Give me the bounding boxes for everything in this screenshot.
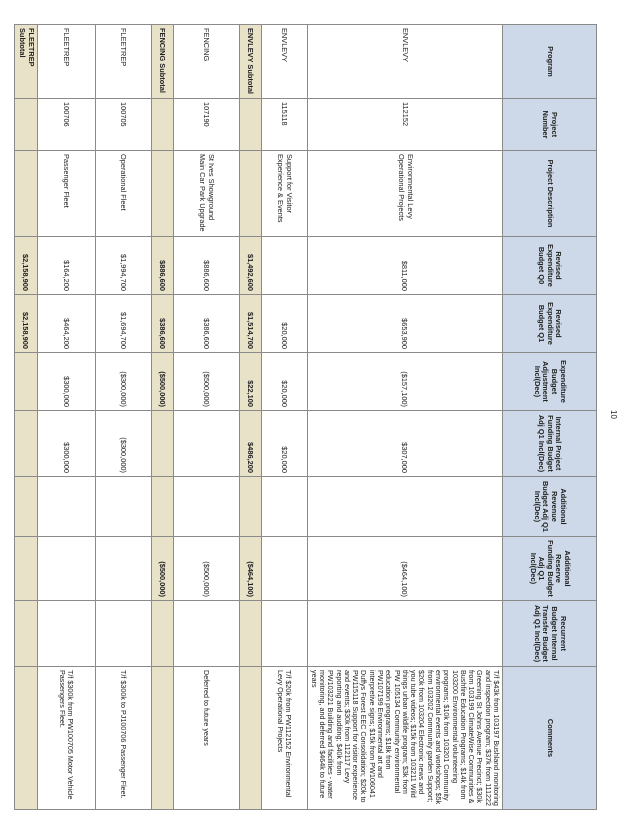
- cell-internal: $20,000: [261, 411, 307, 477]
- cell-reserve: ($464,100): [239, 537, 261, 601]
- cell-q1: $1,694,700: [95, 295, 151, 353]
- cell-description: [239, 151, 261, 237]
- cell-revenue: [14, 477, 37, 537]
- cell-revenue: [37, 477, 95, 537]
- cell-project-number: [14, 99, 37, 151]
- header-row: [503, 25, 597, 810]
- table-row: [173, 25, 239, 810]
- cell-revenue: [239, 477, 261, 537]
- cell-project-number: 107190: [173, 99, 239, 151]
- cell-comments: [239, 667, 261, 810]
- cell-adjustment: ($300,000): [95, 353, 151, 411]
- cell-q0: $1,994,700: [95, 237, 151, 295]
- cell-recurrent: [37, 601, 95, 667]
- cell-project-number: 115118: [261, 99, 307, 151]
- cell-recurrent: [151, 601, 173, 667]
- col-header-program: Program: [503, 25, 597, 99]
- cell-q0: $811,000: [307, 237, 502, 295]
- cell-description: Operational Fleet: [95, 151, 151, 237]
- cell-comments: T/f $300k to PJ100706 Passenger Fleet.: [95, 667, 151, 810]
- cell-description: St Ives Showground Main Car Park Upgrade: [173, 151, 239, 237]
- cell-description: Environmental Levy Operational Projects: [307, 151, 502, 237]
- col-header-project-description: Project Description: [503, 151, 597, 237]
- cell-recurrent: [239, 601, 261, 667]
- cell-reserve: [14, 537, 37, 601]
- cell-q0: $164,200: [37, 237, 95, 295]
- cell-internal: $307,000: [307, 411, 502, 477]
- cell-q1: $2,158,900: [14, 295, 37, 353]
- cell-internal: $300,000: [37, 411, 95, 477]
- subtotal-row: [239, 25, 261, 810]
- cell-program: FENCING: [173, 25, 239, 99]
- col-header-revised-q0: Revised Expenditure Budget Q0: [503, 237, 597, 295]
- cell-internal: $486,200: [239, 411, 261, 477]
- cell-q1: $464,200: [37, 295, 95, 353]
- cell-program: ENVLEVY: [307, 25, 502, 99]
- cell-reserve: [37, 537, 95, 601]
- col-header-expenditure-adjustment: Expenditure Budget Adjustment Incl(Dec): [503, 353, 597, 411]
- cell-program: FLEETREP: [37, 25, 95, 99]
- budget-table-container: [17, 24, 597, 809]
- cell-description: Support for Visitor Experience & Events: [261, 151, 307, 237]
- cell-recurrent: [261, 601, 307, 667]
- cell-reserve: ($500,000): [173, 537, 239, 601]
- cell-internal: [151, 411, 173, 477]
- col-header-additional-revenue: Additional Revenue Budget Adj Q1 Incl(Dec): [503, 477, 597, 537]
- col-header-comments: Comments: [503, 667, 597, 810]
- cell-project-number: 100706: [37, 99, 95, 151]
- cell-recurrent: [173, 601, 239, 667]
- cell-internal: ($300,000): [95, 411, 151, 477]
- table-row: [261, 25, 307, 810]
- page-number: 10: [608, 410, 618, 419]
- cell-adjustment: $20,000: [261, 353, 307, 411]
- cell-adjustment: [14, 353, 37, 411]
- cell-program: FENCING Subtotal: [151, 25, 173, 99]
- cell-revenue: [173, 477, 239, 537]
- cell-description: [14, 151, 37, 237]
- cell-q0: $886,600: [151, 237, 173, 295]
- budget-adjustment-table: [14, 24, 597, 810]
- cell-comments: [151, 667, 173, 810]
- cell-revenue: [151, 477, 173, 537]
- cell-adjustment: $22,100: [239, 353, 261, 411]
- cell-comments: T/f $43k from 103197 Bushland monitoring and inspection program; $37k from 111222 Greening St Johns Avenue Precinct; $30k from 103199 ClimateWise Communities & Bushfire Education Programs; $14k from 103200 Environmental volunteering programs; $10k from 103201 Community environmental events and workshops; $5k from 103202 Community garden Support; $20k from 103204 Electronic news and you tube videos; $15k from 103211 Wild things urban wildlife program; $3k from PW 105134 Community environmental education programs; $18k from PW107199 Environmental art and interpretive signs; $15k from PW106041 Duffys Forest EEC Consolidation; $20k to PW115118 Support for visitor experience and events; $30k from 112117 Levy reporting and auditing; $40k from PW103221 Building and facilities - water monitoring, and deferred $464k to future years: [307, 667, 502, 810]
- rotated-table: [17, 24, 597, 809]
- cell-description: [151, 151, 173, 237]
- cell-revenue: [95, 477, 151, 537]
- col-header-additional-reserve: Additional Reserve Funding Budget Adj Q1 Incl(Dec): [503, 537, 597, 601]
- cell-internal: [173, 411, 239, 477]
- cell-program: ENVLEVY Subtotal: [239, 25, 261, 99]
- col-header-internal-funding: Internal Project Funding Budget Adj Q1 Incl(Dec): [503, 411, 597, 477]
- col-header-revised-q1: Revised Expenditure Budget Q1: [503, 295, 597, 353]
- cell-comments: T/f $300k from PW100705 Motor Vehicle Passengers Fleet.: [37, 667, 95, 810]
- col-header-recurrent-transfer: Recurrent Budget Internal Transfer Budget Adj Q1 Incl(Dec): [503, 601, 597, 667]
- cell-project-number: [151, 99, 173, 151]
- cell-program: FLEETREP: [95, 25, 151, 99]
- cell-program: ENVLEVY: [261, 25, 307, 99]
- cell-internal: [14, 411, 37, 477]
- cell-reserve: ($464,100): [307, 537, 502, 601]
- cell-comments: Deferred to future years: [173, 667, 239, 810]
- cell-q1: $386,600: [173, 295, 239, 353]
- cell-q1: $1,514,700: [239, 295, 261, 353]
- cell-project-number: [239, 99, 261, 151]
- cell-q0: $886,600: [173, 237, 239, 295]
- col-header-project-number: Project Number: [503, 99, 597, 151]
- cell-adjustment: $300,000: [37, 353, 95, 411]
- cell-project-number: 100705: [95, 99, 151, 151]
- cell-adjustment: ($500,000): [151, 353, 173, 411]
- cell-comments: [14, 667, 37, 810]
- table-row: [307, 25, 502, 810]
- cell-project-number: 112152: [307, 99, 502, 151]
- cell-q1: $20,000: [261, 295, 307, 353]
- cell-q1: $386,600: [151, 295, 173, 353]
- cell-recurrent: [95, 601, 151, 667]
- cell-revenue: [307, 477, 502, 537]
- cell-comments: T/f $20k from PW112152 Environmental Levy Operational Projects: [261, 667, 307, 810]
- cell-q0: $1,492,600: [239, 237, 261, 295]
- subtotal-row: [14, 25, 37, 810]
- table-row: [37, 25, 95, 810]
- cell-reserve: [261, 537, 307, 601]
- cell-adjustment: ($157,100): [307, 353, 502, 411]
- cell-q1: $653,900: [307, 295, 502, 353]
- cell-program: FLEETREP Subtotal: [14, 25, 37, 99]
- cell-recurrent: [14, 601, 37, 667]
- cell-description: Passenger Fleet: [37, 151, 95, 237]
- cell-reserve: [95, 537, 151, 601]
- cell-q0: [261, 237, 307, 295]
- table-row: [95, 25, 151, 810]
- cell-reserve: ($500,000): [151, 537, 173, 601]
- cell-adjustment: ($500,000): [173, 353, 239, 411]
- subtotal-row: [151, 25, 173, 810]
- cell-recurrent: [307, 601, 502, 667]
- cell-revenue: [261, 477, 307, 537]
- cell-q0: $2,158,900: [14, 237, 37, 295]
